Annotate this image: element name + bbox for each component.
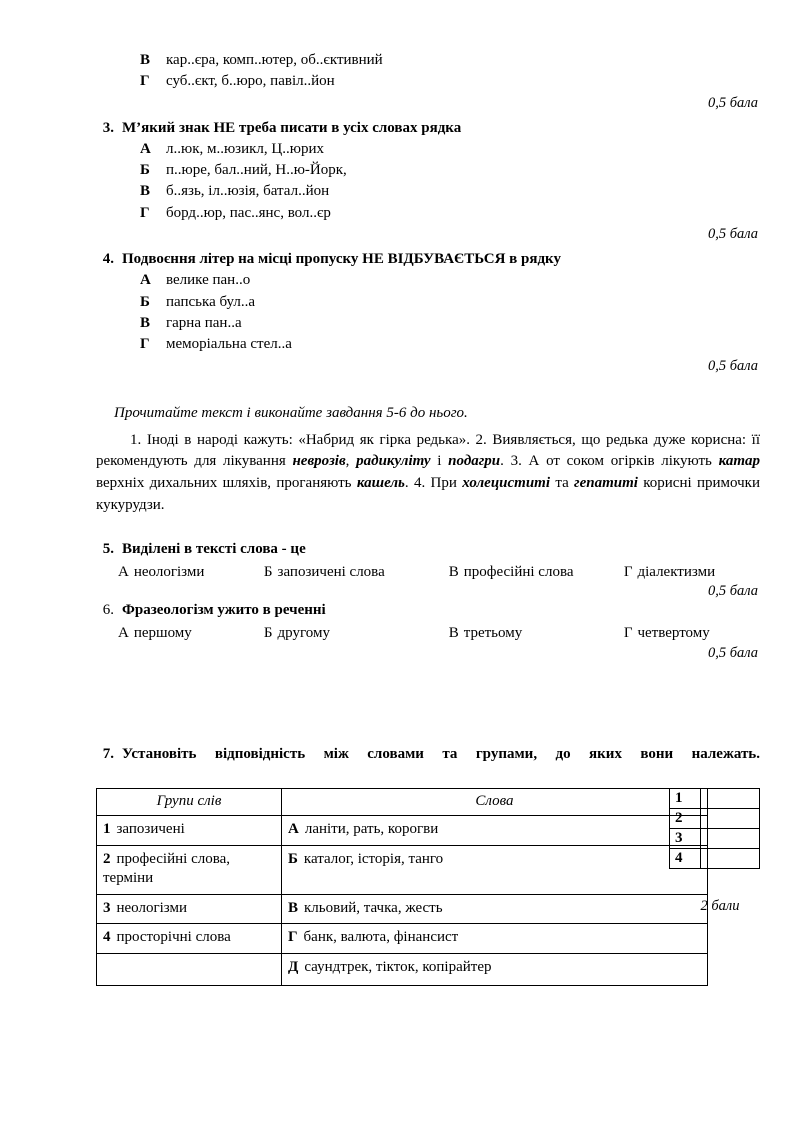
document-content	[96, 50, 760, 986]
answer-option	[449, 562, 624, 583]
matching-section	[96, 788, 760, 986]
option-letter: Б	[263, 625, 273, 642]
option-text: діалектизми	[637, 563, 716, 580]
option-text: кар..єра, комп..ютер, об..єктивний	[166, 52, 383, 68]
question-3	[96, 118, 760, 139]
question-6	[96, 600, 760, 621]
passage-text	[96, 430, 760, 517]
group-text: просторічні слова	[116, 929, 231, 945]
answer-option	[449, 623, 624, 644]
answer-option	[264, 623, 449, 644]
question-5	[96, 539, 760, 560]
answer-grid-blank[interactable]	[701, 788, 760, 808]
answer-grid-blank[interactable]	[701, 828, 760, 848]
option-row	[140, 203, 760, 224]
option-letter: Г	[140, 336, 150, 353]
points-label: 0,5 бала	[707, 226, 758, 243]
group-number: 2	[103, 850, 111, 867]
question-number: 7.	[102, 745, 114, 762]
points-label: 0,5 бала	[707, 583, 758, 600]
passage-part: . 4. При	[404, 475, 463, 492]
vertical-spacer	[96, 662, 760, 740]
word-text: каталог, історія, танго	[303, 850, 444, 867]
passage-emphasis: холециститі	[462, 475, 551, 492]
answer-option	[624, 562, 760, 583]
answer-grid-row[interactable]	[670, 848, 760, 868]
question-text: Установіть відповідність між словами та групами, до яких вони належать.	[122, 745, 760, 762]
option-text: першому	[133, 625, 192, 642]
option-text: другому	[277, 625, 330, 642]
question-text: Подвоєння літер на місці пропуску НЕ ВІДБУВАЄТЬСЯ в рядку	[122, 251, 561, 268]
question-text: Виділені в тексті слова - це	[122, 540, 306, 557]
group-text: неологізми	[116, 899, 188, 916]
passage-part: ,	[345, 453, 357, 470]
word-text: банк, валюта, фінансист	[303, 929, 459, 945]
word-cell	[282, 816, 708, 846]
passage-emphasis: неврозів	[292, 453, 346, 470]
table-row	[97, 953, 708, 985]
option-letter: Г	[623, 563, 633, 580]
word-cell	[282, 845, 708, 894]
question-text: М’який знак НЕ треба писати в усіх словах рядка	[122, 119, 462, 136]
answer-grid-number: 3	[670, 828, 701, 848]
option-row	[140, 334, 760, 355]
option-text: меморіальна стел..а	[166, 336, 292, 353]
option-letter: А	[140, 140, 151, 157]
passage-part: 1. Іноді в народі кажуть: «Набрид як гірка редька». 2. Виявляється, що редька дуже корисна: її рекомендують для лікування	[96, 431, 760, 470]
answer-grid-row[interactable]	[670, 828, 760, 848]
word-letter: В	[288, 899, 299, 916]
answer-grid[interactable]	[669, 788, 760, 869]
option-letter: Б	[263, 563, 273, 580]
table-header-row	[97, 788, 708, 816]
answer-grid-number: 4	[670, 848, 701, 868]
question-text: Фразеологізм ужито в реченні	[122, 602, 326, 619]
points-label: 2 бали	[700, 897, 740, 914]
option-text: б..язь, іл..юзія, батал..йон	[166, 183, 330, 200]
passage-emphasis: радикуліту	[356, 453, 431, 470]
option-row	[140, 71, 760, 92]
option-row	[140, 181, 760, 202]
option-letter: В	[140, 314, 151, 331]
passage-part: корисні примочки кукурудзи.	[96, 475, 760, 513]
answer-grid-number: 1	[670, 788, 701, 808]
option-letter: В	[140, 183, 151, 200]
points-label: 0,5 бала	[707, 644, 758, 661]
group-text: професійні слова, терміни	[103, 850, 231, 886]
word-text: саундтрек, тікток, копірайтер	[304, 958, 492, 975]
answers-row-6	[118, 623, 760, 644]
option-text: велике пан..о	[166, 272, 251, 289]
reading-instruction: Прочитайте текст і виконайте завдання 5-6 до нього.	[114, 404, 468, 421]
option-row	[140, 292, 760, 313]
answer-grid-blank[interactable]	[701, 848, 760, 868]
group-cell	[97, 816, 282, 846]
option-text: гарна пан..а	[166, 314, 242, 331]
option-text: неологізми	[133, 563, 205, 580]
column-header-groups: Групи слів	[97, 788, 282, 816]
word-cell	[282, 953, 708, 985]
column-header-words: Слова	[282, 788, 708, 816]
group-number: 1	[103, 821, 111, 837]
passage-part: верхніх дихальних шляхів, проганяють	[96, 475, 357, 492]
group-cell	[97, 894, 282, 924]
option-letter: А	[118, 625, 129, 642]
answer-grid-blank[interactable]	[701, 808, 760, 828]
passage-part: та	[550, 475, 575, 492]
option-row	[140, 313, 760, 334]
option-letter: А	[118, 563, 129, 580]
option-letter: В	[140, 52, 151, 68]
table-row	[97, 924, 708, 954]
question-number: 4.	[102, 251, 114, 268]
option-text: борд..юр, пас..янс, вол..єр	[166, 204, 331, 221]
option-text: суб..єкт, б..юро, павіл..йон	[166, 73, 335, 90]
word-letter: А	[288, 821, 299, 837]
option-letter: Г	[623, 625, 633, 642]
answer-option	[264, 562, 449, 583]
answer-option	[118, 623, 264, 644]
question-7	[96, 744, 760, 766]
option-text: папська бул..а	[166, 293, 256, 310]
group-cell	[97, 845, 282, 894]
option-letter: Г	[140, 73, 150, 90]
passage-emphasis: кашель	[356, 475, 405, 492]
group-cell-empty	[97, 953, 282, 985]
option-row	[140, 139, 760, 160]
top-options-group	[96, 50, 760, 93]
option-text: л..юк, м..юзикл, Ц..юрих	[166, 140, 324, 157]
table-row	[97, 894, 708, 924]
question-number: 6.	[102, 602, 114, 619]
passage-part: . 3. А от соком огірків лікують	[500, 453, 719, 470]
option-text: професійні слова	[463, 563, 574, 580]
option-letter: Г	[140, 204, 150, 221]
group-cell	[97, 924, 282, 954]
passage-part: і	[430, 453, 449, 470]
group-text: запозичені	[116, 821, 185, 837]
question-4	[96, 249, 760, 270]
table-row	[97, 845, 708, 894]
points-label: 0,5 бала	[707, 357, 758, 374]
question-number: 5.	[102, 540, 114, 557]
option-row	[140, 50, 760, 71]
option-text: третьому	[463, 625, 523, 642]
option-row	[140, 270, 760, 291]
option-letter: А	[140, 272, 151, 289]
word-letter: Г	[288, 929, 298, 945]
option-text: п..юре, бал..ний, Н..ю-Йорк,	[166, 162, 347, 179]
word-cell	[282, 924, 708, 954]
group-number: 4	[103, 929, 111, 945]
answer-grid-number: 2	[670, 808, 701, 828]
passage-emphasis: подагри	[448, 453, 501, 470]
word-letter: Д	[288, 958, 299, 975]
option-letter: Б	[140, 162, 150, 179]
answers-row-5	[118, 562, 760, 583]
option-letter: Б	[140, 293, 150, 310]
word-text: кльовий, тачка, жесть	[304, 899, 443, 916]
option-letter: В	[448, 563, 459, 580]
passage-emphasis: гепатиті	[574, 475, 638, 492]
option-text: четвертому	[637, 625, 710, 642]
word-text: ланіти, рать, корогви	[304, 821, 439, 837]
option-letter: В	[448, 625, 459, 642]
option-row	[140, 160, 760, 181]
option-text: запозичені слова	[277, 563, 385, 580]
matching-table	[96, 788, 708, 986]
passage-emphasis: катар	[718, 453, 761, 470]
question-number: 3.	[102, 119, 114, 136]
answer-option	[118, 562, 264, 583]
group-number: 3	[103, 899, 111, 916]
table-row	[97, 816, 708, 846]
word-cell	[282, 894, 708, 924]
points-label: 0,5 бала	[707, 94, 758, 111]
answer-option	[624, 623, 760, 644]
answer-grid-row[interactable]	[670, 788, 760, 808]
word-letter: Б	[288, 850, 298, 867]
answer-grid-row[interactable]	[670, 808, 760, 828]
